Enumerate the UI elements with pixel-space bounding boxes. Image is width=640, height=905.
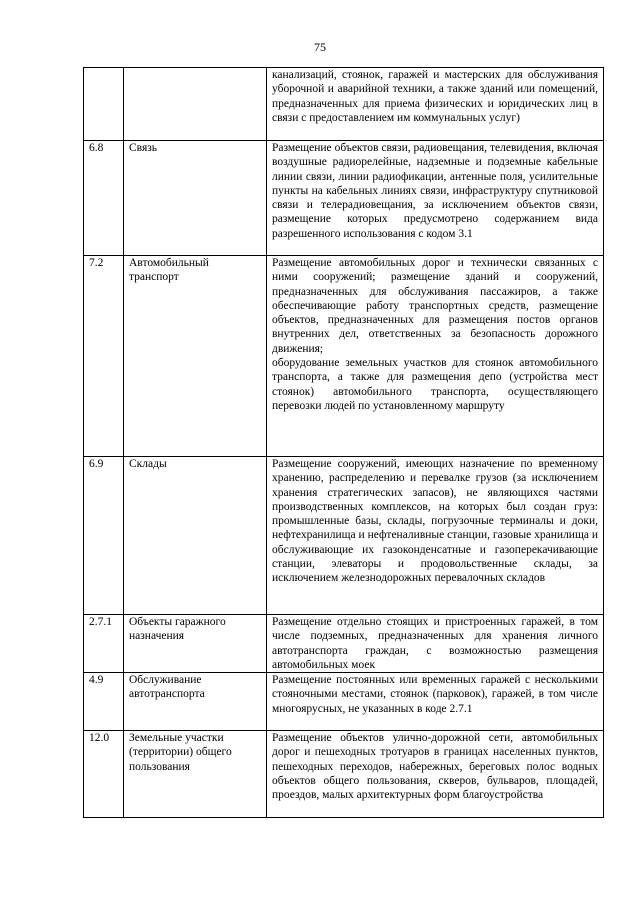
table-row	[84, 141, 604, 256]
description-paragraph: канализаций, стоянок, гаражей и мастерских для обслуживания уборочной и аварийной техники, а также зданий или помещений, предназначенных для приема физических и юридических лиц в связи с предоставлением им коммунальных услуг)	[272, 69, 598, 124]
row-description	[267, 615, 604, 673]
table-row	[84, 731, 604, 818]
description-paragraph: Размещение объектов связи, радиовещания, телевидения, включая воздушные радиорелейные, надземные и подземные кабельные линии связи, линии радиофикации, антенные поля, усилительные пункты на кабельных линиях связи, инфраструктуру спутниковой связи и телерадиовещания, за исключением объектов связи, размещение которых предусмотрено содержанием вида разрешенного использования с кодом 3.1	[272, 142, 598, 240]
row-description	[267, 68, 604, 141]
row-name: Автомобильный транспорт	[124, 256, 267, 457]
row-code: 12.0	[84, 731, 124, 818]
page-number: 75	[314, 40, 326, 54]
table-row	[84, 673, 604, 731]
description-paragraph: Размещение объектов улично-дорожной сети, автомобильных дорог и пешеходных тротуаров в границах населенных пунктов, пешеходных переходов, набережных, береговых полос водных объектов общего пользования, скверов, бульваров, площадей, проездов, малых архитектурных форм благоустройства	[272, 732, 598, 802]
row-code: 6.9	[84, 457, 124, 615]
row-code: 7.2	[84, 256, 124, 457]
row-description	[267, 457, 604, 615]
description-paragraph: Размещение сооружений, имеющих назначение по временному хранению, распределению и перевалке грузов (за исключением хранения стратегических запасов), не являющихся частями производственных комплексов, на которых был создан груз: промышленные базы, склады, погрузочные терминалы и доки, нефтехранилища и нефтеналивные станции, газовые хранилища и обслуживающие их газоконденсатные и газоперекачивающие станции, элеваторы и продовольственные склады, за исключением железнодорожных перевалочных складов	[272, 458, 598, 585]
table-row	[84, 615, 604, 673]
row-code: 4.9	[84, 673, 124, 731]
description-paragraph: Размещение постоянных или временных гаражей с несколькими стояночными местами, стоянок (парковок), гаражей, в том числе многоярусных, не указанных в коде 2.7.1	[272, 674, 598, 715]
row-code	[84, 68, 124, 141]
row-description	[267, 673, 604, 731]
row-name: Объекты гаражного назначения	[124, 615, 267, 673]
description-paragraph: Размещение автомобильных дорог и технически связанных с ними сооружений; размещение зданий и сооружений, предназначенных для обслуживания пассажиров, а также обеспечивающие работу транспортных средств, размещение объектов, предназначенных для размещения постов органов внутренних дел, ответственных за безопасность дорожного движения;	[272, 257, 598, 355]
row-name: Склады	[124, 457, 267, 615]
description-paragraph: оборудование земельных участков для стоянок автомобильного транспорта, а также для размещения депо (устройства мест стоянок) автомобильного транспорта, осуществляющего перевозки людей по установленному маршруту	[272, 357, 598, 412]
row-description	[267, 731, 604, 818]
row-code: 6.8	[84, 141, 124, 256]
row-name: Земельные участки (территории) общего пользования	[124, 731, 267, 818]
row-name: Связь	[124, 141, 267, 256]
table-row	[84, 256, 604, 457]
row-description	[267, 256, 604, 457]
row-name	[124, 68, 267, 141]
table-row	[84, 457, 604, 615]
row-name: Обслуживание автотранспорта	[124, 673, 267, 731]
table-row	[84, 68, 604, 141]
description-paragraph: Размещение отдельно стоящих и пристроенных гаражей, в том числе подземных, предназначенных для хранения личного автотранспорта граждан, с возможностью размещения автомобильных моек	[272, 616, 598, 671]
row-description	[267, 141, 604, 256]
land-use-table	[83, 67, 604, 818]
row-code: 2.7.1	[84, 615, 124, 673]
